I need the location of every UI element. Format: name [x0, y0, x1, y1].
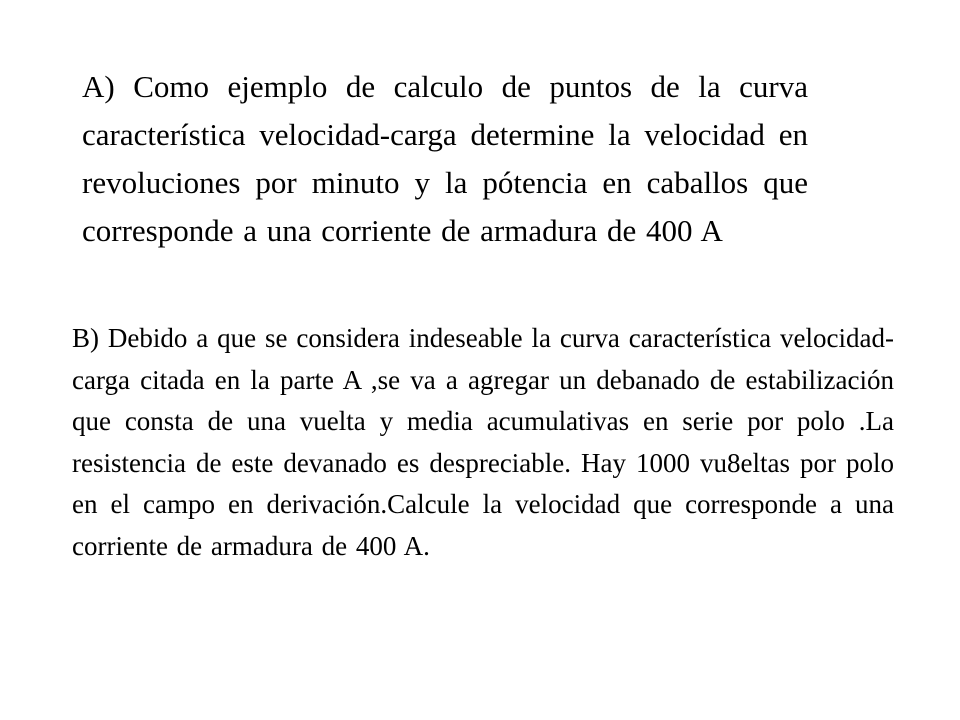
paragraph-b: B) Debido a que se considera indeseable la curva característica velocidad-carga citada en la parte A ,se va a agregar un debanado de estabilización que consta de una vuelta y media acumulativas en serie por polo .La resistencia de este devanado es despreciable. Hay 1000 vu8eltas por polo en el campo en derivación.Calcule la velocidad que corresponde a una corriente de armadura de 400 A.	[72, 323, 894, 561]
paragraph-a: A) Como ejemplo de calculo de puntos de la curva característica velocidad-carga determine la velocidad en revoluciones por minuto y la pótencia en caballos que corresponde a una corriente de armadura de 400 A	[82, 69, 808, 248]
